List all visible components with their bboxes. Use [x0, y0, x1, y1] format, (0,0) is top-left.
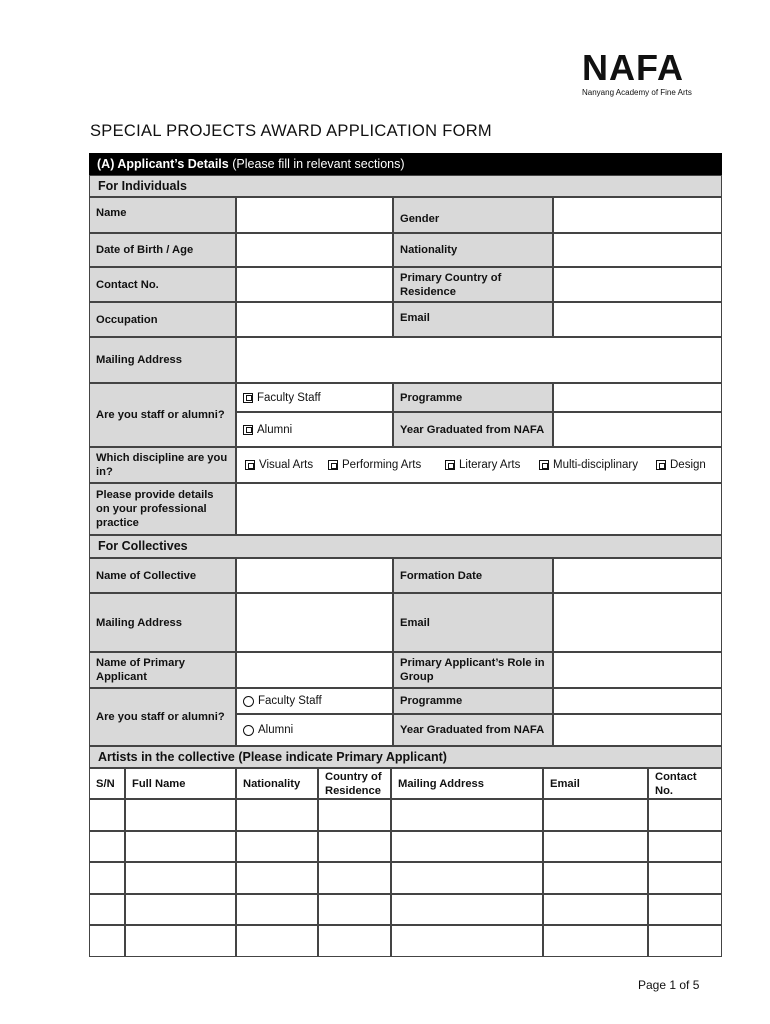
label-staff-or-alumni: Are you staff or alumni?	[89, 383, 236, 447]
occupation-field[interactable]	[236, 302, 393, 337]
label-primary-applicant: Name of Primary Applicant	[89, 652, 236, 688]
faculty-staff-checkbox[interactable]	[243, 393, 253, 403]
formation-date-field[interactable]	[553, 558, 722, 593]
artists-cell-contact-no[interactable]	[648, 831, 722, 863]
label-mailing-address: Mailing Address	[89, 337, 236, 383]
artists-col-sn: S/N	[89, 768, 125, 799]
artists-cell-nationality[interactable]	[236, 925, 318, 957]
year-graduated-field[interactable]	[553, 412, 722, 447]
label-nationality: Nationality	[393, 233, 553, 267]
collectives-header: For Collectives	[89, 535, 722, 558]
label-occupation: Occupation	[89, 302, 236, 337]
label-collective-programme: Programme	[393, 688, 553, 714]
collective-mailing-field[interactable]	[236, 593, 393, 652]
logo-subtitle: Nanyang Academy of Fine Arts	[582, 88, 692, 97]
section-a-label: (A) Applicant’s Details	[97, 157, 229, 171]
literary-arts-checkbox[interactable]	[445, 460, 455, 470]
discipline-performing-arts[interactable]	[328, 458, 421, 472]
artists-cell-email[interactable]	[543, 862, 648, 894]
artists-cell-contact-no[interactable]	[648, 799, 722, 831]
artists-cell-country-of-residence[interactable]	[318, 831, 391, 863]
discipline-visual-arts[interactable]	[245, 458, 313, 472]
multi-disciplinary-label: Multi-disciplinary	[553, 459, 638, 471]
artists-cell-full-name[interactable]	[125, 831, 236, 863]
label-formation-date: Formation Date	[393, 558, 553, 593]
artists-cell-nationality[interactable]	[236, 894, 318, 926]
artists-cell-contact-no[interactable]	[648, 894, 722, 926]
collective-alumni-option[interactable]	[236, 714, 393, 746]
artists-cell-mailing-address[interactable]	[391, 862, 543, 894]
artists-cell-country-of-residence[interactable]	[318, 894, 391, 926]
programme-field[interactable]	[553, 383, 722, 412]
section-a-note: (Please fill in relevant sections)	[232, 157, 405, 171]
artists-cell-email[interactable]	[543, 925, 648, 957]
artists-cell-sn[interactable]	[89, 925, 125, 957]
collective-alumni-label: Alumni	[258, 724, 294, 736]
name-field[interactable]	[236, 197, 393, 233]
label-discipline: Which discipline are you in?	[89, 447, 236, 483]
faculty-staff-option[interactable]	[236, 383, 393, 412]
artists-cell-sn[interactable]	[89, 831, 125, 863]
artists-cell-full-name[interactable]	[125, 925, 236, 957]
design-label: Design	[670, 459, 706, 471]
nafa-logo	[580, 48, 720, 100]
artists-cell-sn[interactable]	[89, 862, 125, 894]
label-collective-year: Year Graduated from NAFA	[393, 714, 553, 746]
collective-name-field[interactable]	[236, 558, 393, 593]
artists-cell-country-of-residence[interactable]	[318, 862, 391, 894]
label-collective-mailing: Mailing Address	[89, 593, 236, 652]
alumni-option[interactable]	[236, 412, 393, 447]
artists-cell-nationality[interactable]	[236, 799, 318, 831]
primary-role-field[interactable]	[553, 652, 722, 688]
discipline-literary-arts[interactable]	[445, 458, 520, 472]
artists-cell-email[interactable]	[543, 799, 648, 831]
artists-col-full-name: Full Name	[125, 768, 236, 799]
label-gender: Gender	[393, 197, 553, 233]
collective-alumni-radio[interactable]	[243, 725, 254, 736]
collective-email-field[interactable]	[553, 593, 722, 652]
label-collective-email: Email	[393, 593, 553, 652]
collective-programme-field[interactable]	[553, 688, 722, 714]
section-a-header	[89, 153, 722, 175]
artists-cell-country-of-residence[interactable]	[318, 799, 391, 831]
label-email: Email	[393, 302, 553, 337]
label-collective-staff: Are you staff or alumni?	[89, 688, 236, 746]
artists-cell-mailing-address[interactable]	[391, 799, 543, 831]
artists-cell-sn[interactable]	[89, 799, 125, 831]
label-primary-country: Primary Country of Residence	[393, 267, 553, 302]
artists-col-contact-no: Contact No.	[648, 768, 722, 799]
artists-cell-full-name[interactable]	[125, 799, 236, 831]
literary-arts-label: Literary Arts	[459, 459, 521, 471]
faculty-staff-label: Faculty Staff	[257, 391, 321, 404]
label-professional-practice: Please provide details on your professional practice	[89, 483, 236, 535]
artists-col-nationality: Nationality	[236, 768, 318, 799]
label-name: Name	[89, 197, 236, 233]
artists-cell-nationality[interactable]	[236, 862, 318, 894]
logo-wordmark: NAFA	[582, 47, 684, 88]
alumni-checkbox[interactable]	[243, 425, 253, 435]
primary-applicant-field[interactable]	[236, 652, 393, 688]
artists-cell-full-name[interactable]	[125, 894, 236, 926]
email-field[interactable]	[553, 302, 722, 337]
dob-field[interactable]	[236, 233, 393, 267]
visual-arts-label: Visual Arts	[259, 459, 314, 471]
artists-cell-email[interactable]	[543, 894, 648, 926]
discipline-design[interactable]	[656, 458, 706, 472]
professional-practice-field[interactable]	[236, 483, 722, 535]
label-programme: Programme	[393, 383, 553, 412]
artists-cell-mailing-address[interactable]	[391, 894, 543, 926]
artists-cell-country-of-residence[interactable]	[318, 925, 391, 957]
design-checkbox[interactable]	[656, 460, 666, 470]
primary-country-field[interactable]	[553, 267, 722, 302]
collective-faculty-radio[interactable]	[243, 696, 254, 707]
artists-cell-mailing-address[interactable]	[391, 925, 543, 957]
label-contact: Contact No.	[89, 267, 236, 302]
performing-arts-checkbox[interactable]	[328, 460, 338, 470]
mailing-address-field[interactable]	[236, 337, 722, 383]
performing-arts-label: Performing Arts	[342, 459, 422, 471]
visual-arts-checkbox[interactable]	[245, 460, 255, 470]
artists-cell-contact-no[interactable]	[648, 862, 722, 894]
artists-cell-full-name[interactable]	[125, 862, 236, 894]
artists-cell-email[interactable]	[543, 831, 648, 863]
artists-cell-contact-no[interactable]	[648, 925, 722, 957]
label-primary-role: Primary Applicant’s Role in Group	[393, 652, 553, 688]
collective-faculty-option[interactable]	[236, 688, 393, 714]
contact-field[interactable]	[236, 267, 393, 302]
artists-cell-mailing-address[interactable]	[391, 831, 543, 863]
page-number: Page 1 of 5	[638, 978, 700, 992]
label-collective-name: Name of Collective	[89, 558, 236, 593]
multi-disciplinary-checkbox[interactable]	[539, 460, 549, 470]
label-year-graduated: Year Graduated from NAFA	[393, 412, 553, 447]
label-dob: Date of Birth / Age	[89, 233, 236, 267]
discipline-multi[interactable]	[539, 458, 638, 472]
artists-cell-nationality[interactable]	[236, 831, 318, 863]
collective-year-field[interactable]	[553, 714, 722, 746]
artists-col-country-of-residence: Country of Residence	[318, 768, 391, 799]
alumni-label: Alumni	[257, 423, 293, 436]
artists-col-email: Email	[543, 768, 648, 799]
discipline-options	[236, 447, 722, 483]
form-title: SPECIAL PROJECTS AWARD APPLICATION FORM	[90, 122, 492, 140]
artists-header: Artists in the collective (Please indicate Primary Applicant)	[89, 746, 722, 768]
individuals-header: For Individuals	[89, 175, 722, 197]
nationality-field[interactable]	[553, 233, 722, 267]
artists-col-mailing-address: Mailing Address	[391, 768, 543, 799]
artists-cell-sn[interactable]	[89, 894, 125, 926]
collective-faculty-label: Faculty Staff	[258, 695, 322, 707]
gender-field[interactable]	[553, 197, 722, 233]
